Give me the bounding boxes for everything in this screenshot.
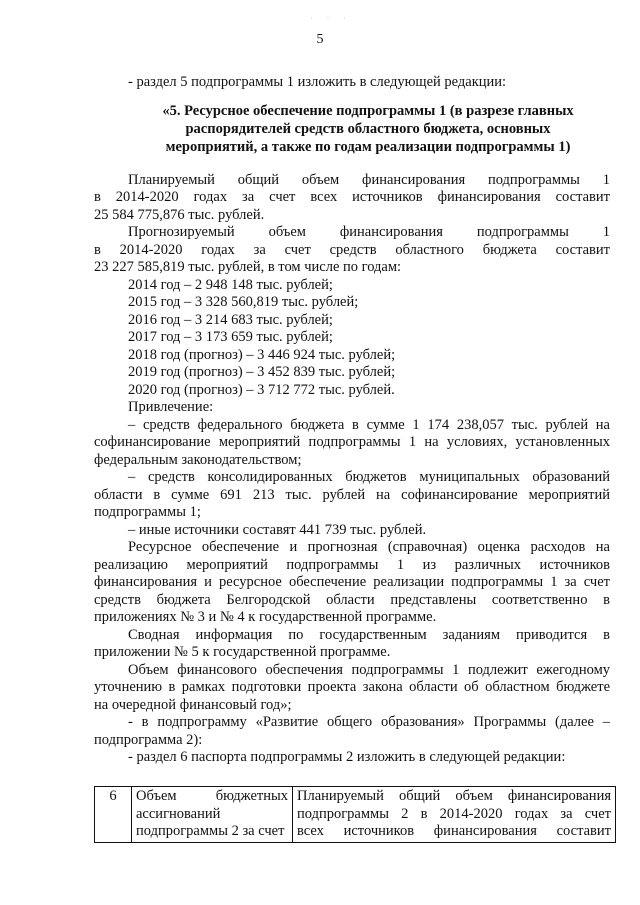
text-line: - в подпрограмму «Развитие общего образования» Программы (далее –	[128, 714, 610, 730]
text-line: 23 227 585,819 тыс. рублей, в том числе по годам:	[94, 259, 402, 275]
years-list	[94, 277, 610, 417]
text-line: Планируемый общий объем финансирования подпрограммы 1	[128, 171, 610, 188]
text-line: Сводная информация по государственным заданиям приводится в	[128, 626, 610, 643]
text-line: подпрограммы 2 за счет	[136, 823, 285, 839]
text-line: финансирования и ресурсное обеспечение реализации подпрограммы 1 за счет	[94, 574, 610, 590]
table-row	[95, 787, 616, 843]
year-item: 2015 год – 3 328 560,819 тыс. рублей;	[128, 294, 359, 310]
heading-line: распорядителей средств областного бюджета, основных	[185, 120, 551, 137]
text-line: реализацию мероприятий подпрограммы 1 из различных источников	[94, 556, 610, 573]
text-line: Объем финансового обеспечения подпрограммы 1 подлежит ежегодному	[128, 661, 610, 678]
text-line: в 2014-2020 годах за счет средств областного бюджета составит	[94, 241, 610, 258]
paragraph-section-6: - раздел 6 паспорта подпрограммы 2 изложить в следующей редакции:	[128, 749, 566, 765]
row-number-cell: 6	[95, 787, 132, 843]
text-line: средств бюджета Белгородской области представлены соответственно в	[94, 591, 610, 608]
text-line: приложениях № 3 и № 4 к государственной программе.	[94, 609, 437, 625]
paragraph-subprogram-2	[94, 714, 610, 749]
text-line: подпрограмма 2):	[94, 731, 203, 748]
passport-table	[94, 786, 616, 843]
text-line: приложении № 5 к государственной программе.	[94, 644, 391, 660]
text-line: Ресурсное обеспечение и прогнозная (справочная) оценка расходов на	[128, 539, 610, 555]
year-item: 2016 год – 3 214 683 тыс. рублей;	[128, 311, 333, 328]
paragraph-total-financing	[94, 172, 610, 225]
year-item: 2018 год (прогноз) – 3 446 924 тыс. рублей;	[128, 346, 396, 363]
paragraph-volume	[94, 662, 610, 715]
section-heading	[126, 102, 610, 156]
attraction-label: Привлечение:	[128, 399, 214, 415]
paragraph-resource	[94, 539, 610, 627]
text-line: подпрограммы 2 в 2014-2020 годах за счет	[297, 805, 611, 822]
value-cell	[293, 787, 616, 843]
text-line: Прогнозируемый объем финансирования подпрограммы 1	[128, 224, 610, 240]
paragraph-municipal	[94, 469, 610, 522]
year-item: 2019 год (прогноз) – 3 452 839 тыс. рублей;	[128, 364, 396, 380]
text-line: федеральным законодательством;	[94, 451, 302, 468]
text-line: в 2014-2020 годах за счет всех источников финансирования составит	[94, 189, 610, 205]
text-line: области в сумме 691 213 тыс. рублей на софинансирование мероприятий	[94, 486, 610, 503]
label-cell	[132, 787, 293, 843]
paragraph-federal	[94, 417, 610, 470]
text-line: на очередной финансовый год»;	[94, 696, 292, 713]
text-line: ассигнований	[136, 805, 221, 822]
year-item: 2014 год – 2 948 148 тыс. рублей;	[128, 276, 333, 293]
text-line: Объем бюджетных	[136, 788, 288, 804]
paragraph-forecast-financing	[94, 224, 610, 277]
text-line: подпрограммы 1;	[94, 504, 201, 520]
paragraph-summary	[94, 627, 610, 662]
year-item: 2017 год – 3 173 659 тыс. рублей;	[128, 329, 333, 345]
page-number: 5	[316, 32, 324, 47]
text-line: 25 584 775,876 тыс. рублей.	[94, 206, 265, 223]
text-line: – средств консолидированных бюджетов муниципальных образований	[128, 469, 610, 485]
text-line: всех источников финансирования составит	[297, 823, 611, 839]
document-body	[94, 74, 610, 767]
heading-line: мероприятий, а также по годам реализации подпрограммы 1)	[165, 138, 571, 155]
text-line: софинансирование мероприятий подпрограммы 1 на условиях, установленных	[94, 434, 610, 450]
year-item: 2020 год (прогноз) – 3 712 772 тыс. рублей.	[128, 381, 395, 398]
text-line: уточнению в рамках подготовки проекта закона области об областном бюджете	[94, 679, 610, 695]
heading-line: «5. Ресурсное обеспечение подпрограммы 1 (в разрезе главных	[162, 102, 574, 119]
paragraph-other-sources: – иные источники составят 441 739 тыс. рублей.	[128, 521, 427, 538]
text-line: Планируемый общий объем финансирования	[297, 788, 611, 804]
intro-line: - раздел 5 подпрограммы 1 изложить в следующей редакции:	[128, 74, 507, 90]
text-line: – средств федерального бюджета в сумме 1 174 238,057 тыс. рублей на	[128, 416, 610, 433]
scan-specks: · · ·	[310, 14, 352, 23]
